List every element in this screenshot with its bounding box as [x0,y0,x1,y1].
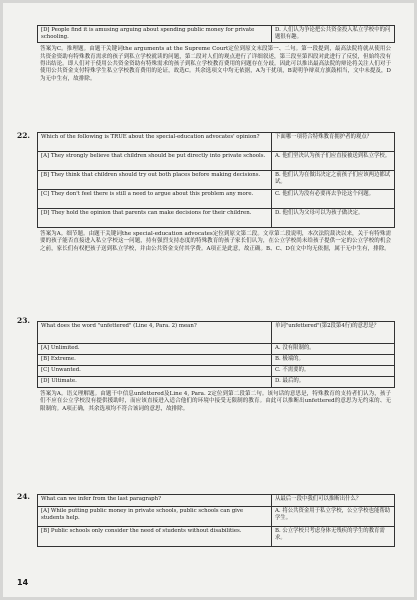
question-stem-zh: 单词"unfettered"(第2段第4行)的意思是？ [272,322,395,344]
explanation: 答案为A。语义理解题。由题干中信息unfettered及Line 4, Para. 2定位到第二段第二句。该句话的意思是，特殊教育的支持者们认为，孩子们不应在公立学校没有提供援助时，而应该直接进入适合他们的环境中接受无限制的教育。由此可以推断出unfettered的意思为无约束的、无限制的。A项正确，其余选项均不符合该词的意思，故排除。 [40,391,391,412]
table-row [38,322,395,344]
question-23 [37,321,394,468]
question-number: 23. [17,316,31,325]
option-en: [C] Unwanted. [38,366,272,377]
option-en: [D] People find it is amusing arguing about spending public money for private schooling. [38,26,272,43]
table-row [38,377,395,388]
explanation: 答案为A。细节题。由题干关键词the special-education advocates定位到原文第二段。文章第二段说明，本次法院裁决以来，关于有特殊需要的孩子能否直接进入私立学校这一问题，持有强烈支持态度的特殊教育的孩子家长们认为，在公立学校尚未给孩子提供一定的公立学校的机会之前，家长们有权把孩子送到私立学校，并由公共资金支付其学费。A项正是此意，故正确。B、C、D在文中均无依据，属于无中生有，排除。 [40,231,391,252]
option-en: [D] They hold the opinion that parents can make decisions for their children. [38,209,272,228]
question-24 [37,494,394,547]
table-row [38,527,395,547]
option-en: [D] Ultimate. [38,377,272,388]
page-number: 14 [17,578,29,587]
table-row [38,507,395,527]
table-row [38,366,395,377]
question-stem-en: Which of the following is TRUE about the special-education advocates' opinion? [38,133,272,152]
table-row [38,171,395,190]
table-row [38,344,395,355]
question-number: 22. [17,131,31,140]
option-zh: C. 他们认为没有必要再去争论这个问题。 [272,190,395,209]
table-row [38,133,395,152]
question-number: 24. [17,492,31,501]
option-zh: D. 最后的。 [272,377,395,388]
option-en: [B] Public schools only consider the need of students without disabilities. [38,527,272,547]
table-row [38,26,395,43]
table-row [38,209,395,228]
question-stem-en: What does the word "unfettered" (Line 4, Para. 2) mean? [38,322,272,344]
question-stem-en: What can we infer from the last paragraph? [38,495,272,507]
question-22 [37,132,394,311]
option-en: [C] They don't feel there is still a need to argue about this problem any more. [38,190,272,209]
option-zh: D. 人们认为争论把公共资金投入私立学校中的问题很有趣。 [272,26,395,43]
option-zh: A. 他们坚决认为孩子们应直接被送到私立学校。 [272,152,395,171]
option-zh: C. 不需要的。 [272,366,395,377]
option-zh: A. 没有限制的。 [272,344,395,355]
option-en: [B] Extreme. [38,355,272,366]
option-zh: B. 极端的。 [272,355,395,366]
book-page [3,3,414,597]
option-en: [A] While putting public money in private schools, public schools can give students help. [38,507,272,527]
option-en: [A] They strongly believe that children should be put directly into private schools. [38,152,272,171]
option-zh: B. 他们认为在做出决定之前孩子们应该两边都试试。 [272,171,395,190]
option-zh: D. 他们认为父母可以为孩子做决定。 [272,209,395,228]
explanation: 答案为C。推理题。由题干关键词the arguments at the Supreme Court定位到原文末段第一、二句。第一段提到，最高法院将就从使用公共资金资助有特殊教育需求的孩子到私立学校就读的问题，第二段对人们的观点进行了详细叙述，第三段至第四段对此进行了反驳，但始终没有得出结论。即人们对于使用公共资金资助有特殊需求的孩子到私立学校教育费用的问题存在分歧。因此可以推出最高法院的辩论将关注人们对于使用公共资金支付特殊学生私立学校教育费用的论证，故选C。其余选项文中均无依据，A为干扰项，B说明争辩双方旗鼓相当，文中未提及，D为无中生有，故排除。 [40,46,391,82]
table-row [38,355,395,366]
top-continuation [37,25,394,111]
table-row [38,152,395,171]
option-zh: A. 将公共资金用于私立学校，公立学校也能帮助学生。 [272,507,395,527]
table-row [38,495,395,507]
question-table [37,321,395,388]
table-row [38,190,395,209]
question-table [37,494,395,547]
question-stem-zh: 下面哪一项符合特殊教育拥护者的观点？ [272,133,395,152]
option-en: [A] Unlimited. [38,344,272,355]
question-stem-zh: 从最后一段中我们可以推断出什么？ [272,495,395,507]
option-zh: B. 公立学校只考虑身体无残疾的学生的教育需求。 [272,527,395,547]
option-en: [B] They think that children should try out both places before making decisions. [38,171,272,190]
question-table [37,132,395,228]
top-option-table [37,25,395,43]
